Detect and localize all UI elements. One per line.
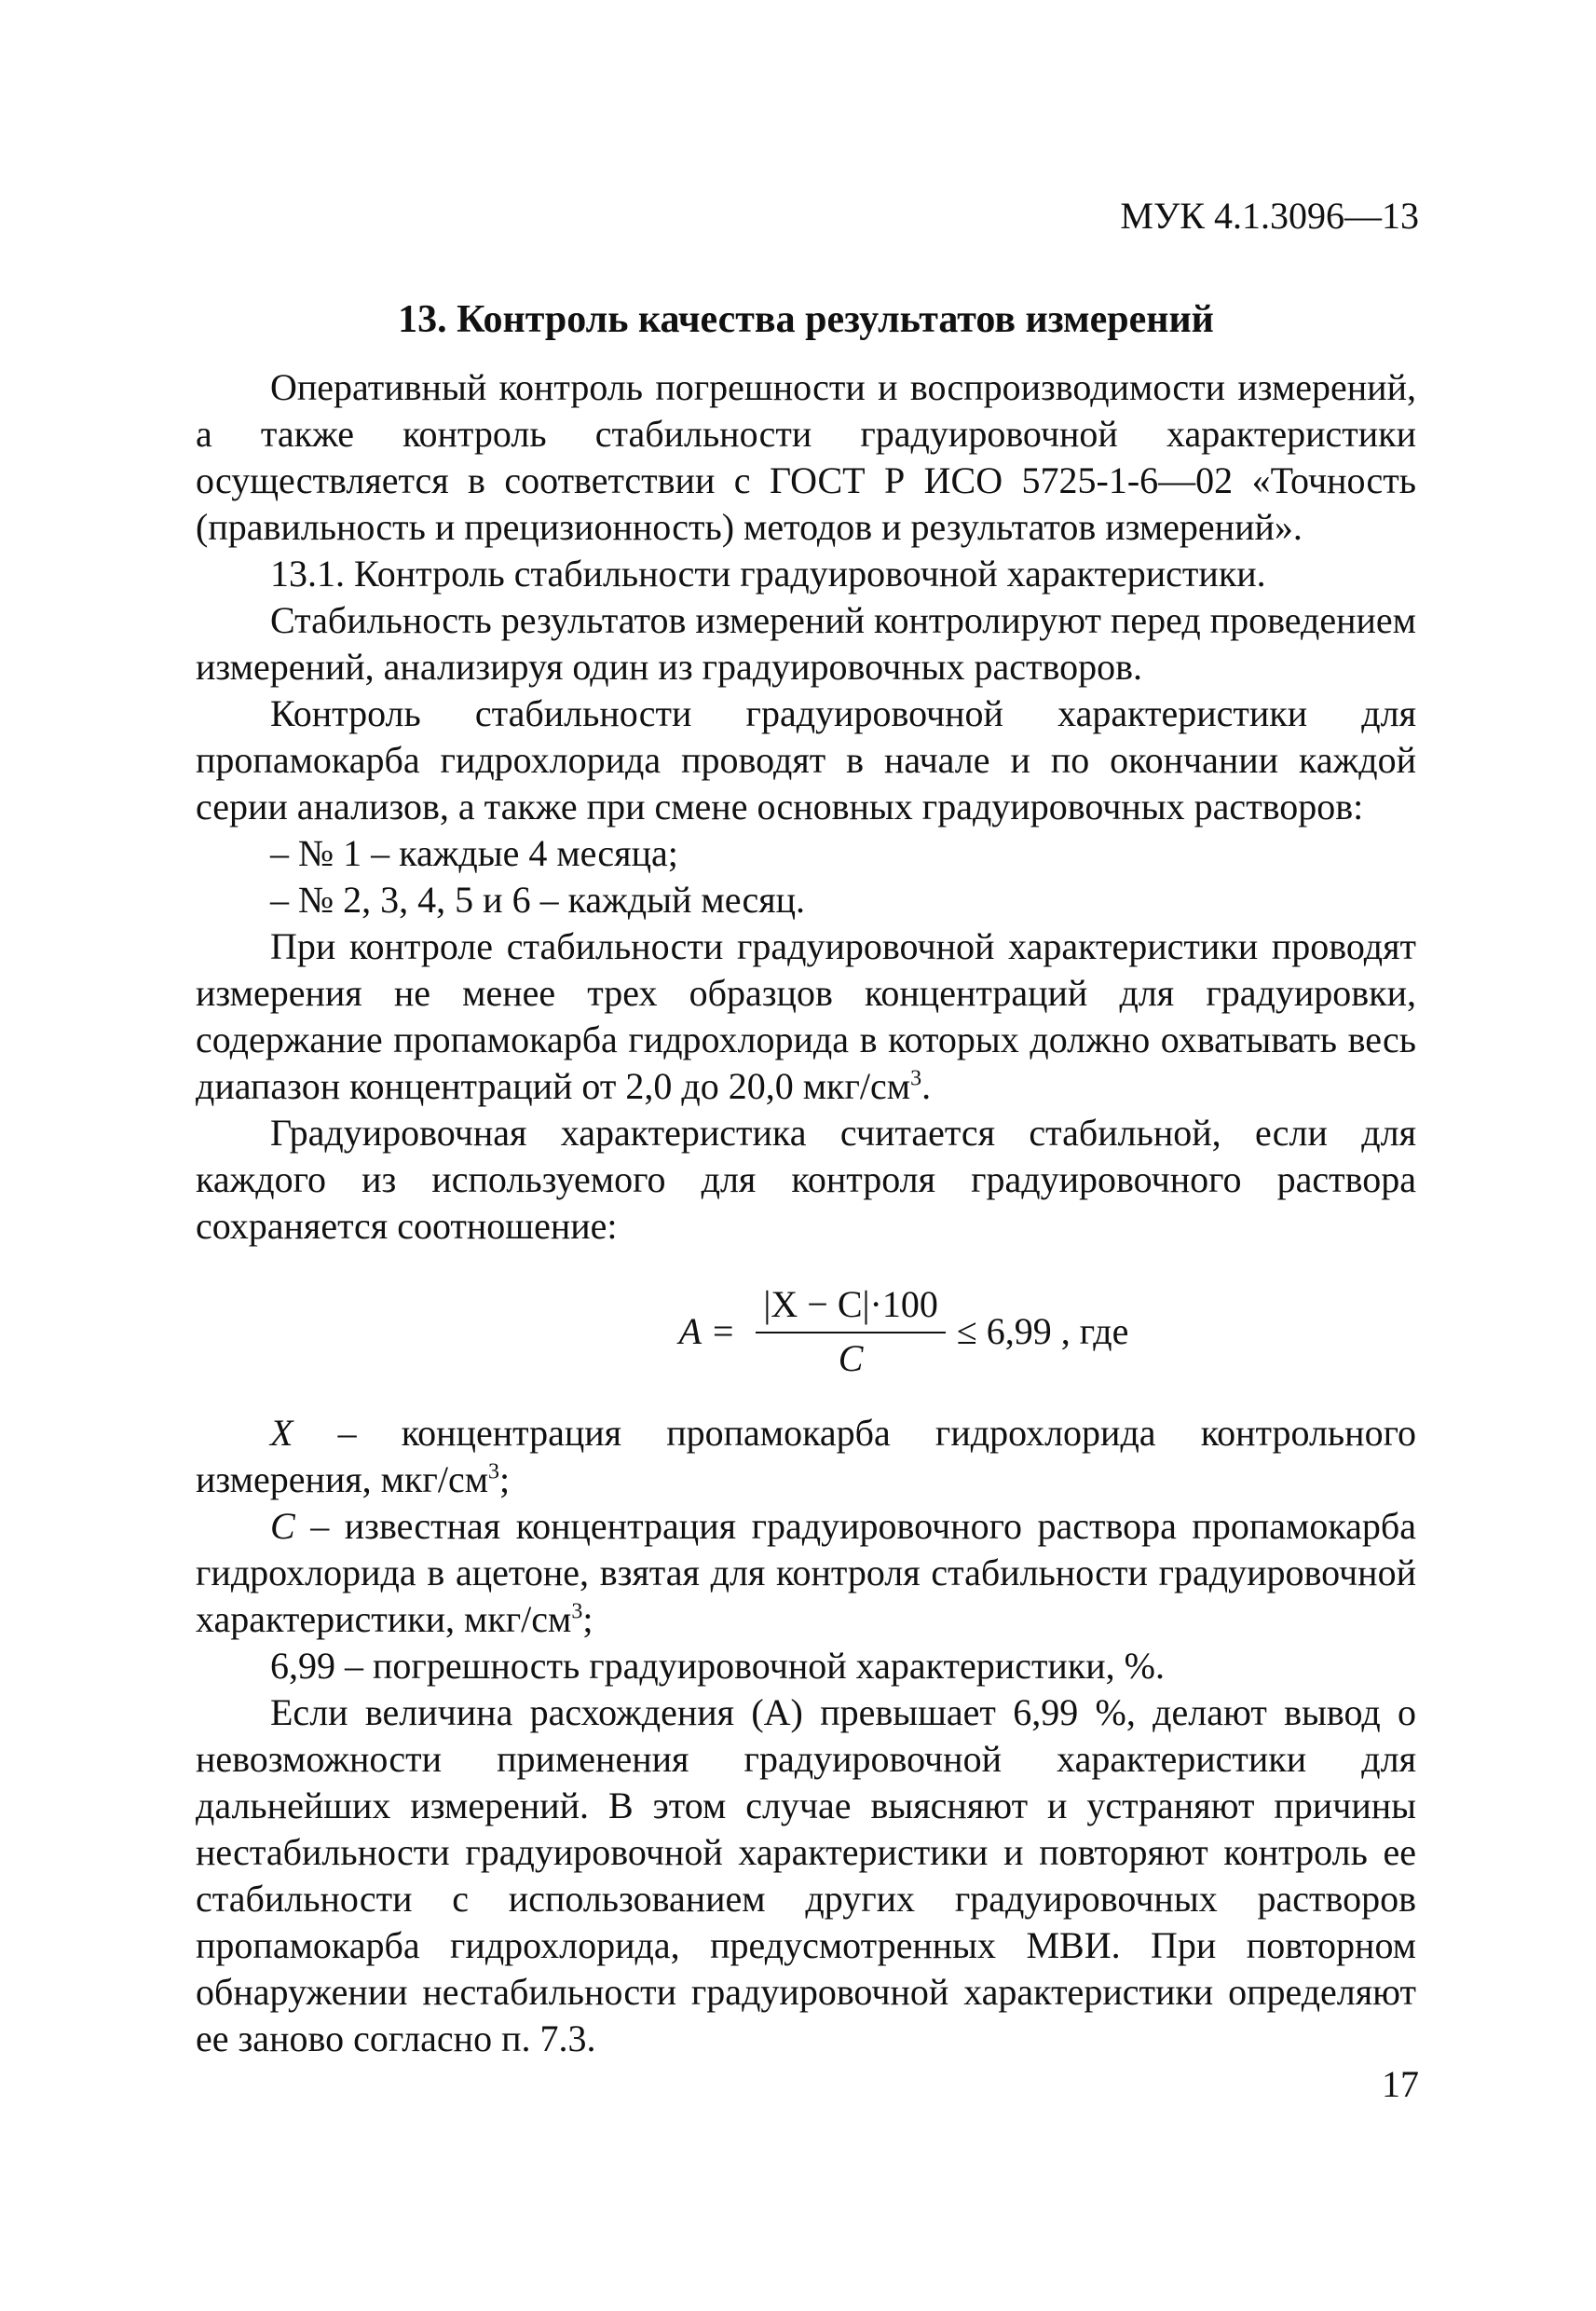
superscript: 3 xyxy=(488,1459,500,1484)
formula-lhs: A = xyxy=(678,1310,736,1352)
formula-denominator: C xyxy=(838,1337,864,1379)
paragraph-2: 13.1. Контроль стабильности градуировочной характеристики. xyxy=(270,553,1266,595)
variable-c: C xyxy=(270,1505,295,1547)
page-content xyxy=(196,294,1416,2062)
paragraph-3: Стабильность результатов измерений контролируют перед проведением измерений, анализируя один из градуировочных растворов. xyxy=(196,599,1416,688)
superscript: 3 xyxy=(571,1599,583,1624)
document-code: МУК 4.1.3096—13 xyxy=(1120,195,1419,237)
definition-c-end: ; xyxy=(582,1598,593,1640)
definition-x-end: ; xyxy=(499,1458,511,1500)
definition-c-text: – известная концентрация градуировочного раствора пропамокарба гидрохлорида в ацетоне, взятая для контроля стабильности градуировочной характеристики, мкг/см xyxy=(196,1505,1416,1640)
formula-fraction xyxy=(756,1281,945,1382)
superscript: 3 xyxy=(910,1066,922,1091)
formula-rhs: ≤ 6,99 , где xyxy=(956,1310,1129,1352)
definition-c xyxy=(196,1503,1416,1643)
list-item-2: – № 2, 3, 4, 5 и 6 – каждый месяц. xyxy=(270,879,806,921)
paragraph-7-end: . xyxy=(921,1065,932,1107)
list-item-1: – № 1 – каждые 4 месяца; xyxy=(270,832,678,874)
paragraph-8: Градуировочная характеристика считается стабильной, если для каждого из используемого для контроля градуировочного раствора сохраняется соотношение: xyxy=(196,1112,1416,1247)
formula xyxy=(391,1266,1416,1397)
formula-numerator: |X − C|·100 xyxy=(756,1281,945,1333)
paragraph-1: Оперативный контроль погрешности и воспроизводимости измерений, а также контроль стабильности градуировочной характеристики осуществляется в соответствии с ГОСТ Р ИСО 5725-1-6—02 «Точность (правильность и прецизионность) методов и результатов измерений». xyxy=(196,366,1416,548)
definition-x xyxy=(196,1410,1416,1503)
paragraph-7-text: При контроле стабильности градуировочной характеристики проводят измерения не менее трех образцов концентраций для градуировки, содержание пропамокарба гидрохлорида в которых должно охватывать весь диапазон концентраций от 2,0 до 20,0 мкг/см xyxy=(196,925,1416,1107)
paragraph-12: Если величина расхождения (А) превышает 6,99 %, делают вывод о невозможности применения градуировочной характеристики для дальнейших измерений. В этом случае выясняют и устраняют причины нестабильности градуировочной характеристики и повторяют контроль ее стабильности с использованием других градуировочных растворов пропамокарба гидрохлорида, предусмотренных МВИ. При повторном обнаружении нестабильности градуировочной характеристики определяют ее заново согласно п. 7.3. xyxy=(196,1691,1416,2059)
paragraph-7 xyxy=(196,923,1416,1110)
definition-x-text: – концентрация пропамокарба гидрохлорида контрольного измерения, мкг/см xyxy=(196,1412,1416,1500)
section-title: 13. Контроль качества результатов измерений xyxy=(398,298,1214,341)
definition-error: 6,99 – погрешность градуировочной характеристики, %. xyxy=(270,1645,1165,1687)
variable-x: X xyxy=(270,1412,293,1454)
paragraph-4: Контроль стабильности градуировочной характеристики для пропамокарба гидрохлорида проводят в начале и по окончании каждой серии анализов, а также при смене основных градуировочных растворов: xyxy=(196,692,1416,827)
page-number: 17 xyxy=(1382,2063,1419,2105)
